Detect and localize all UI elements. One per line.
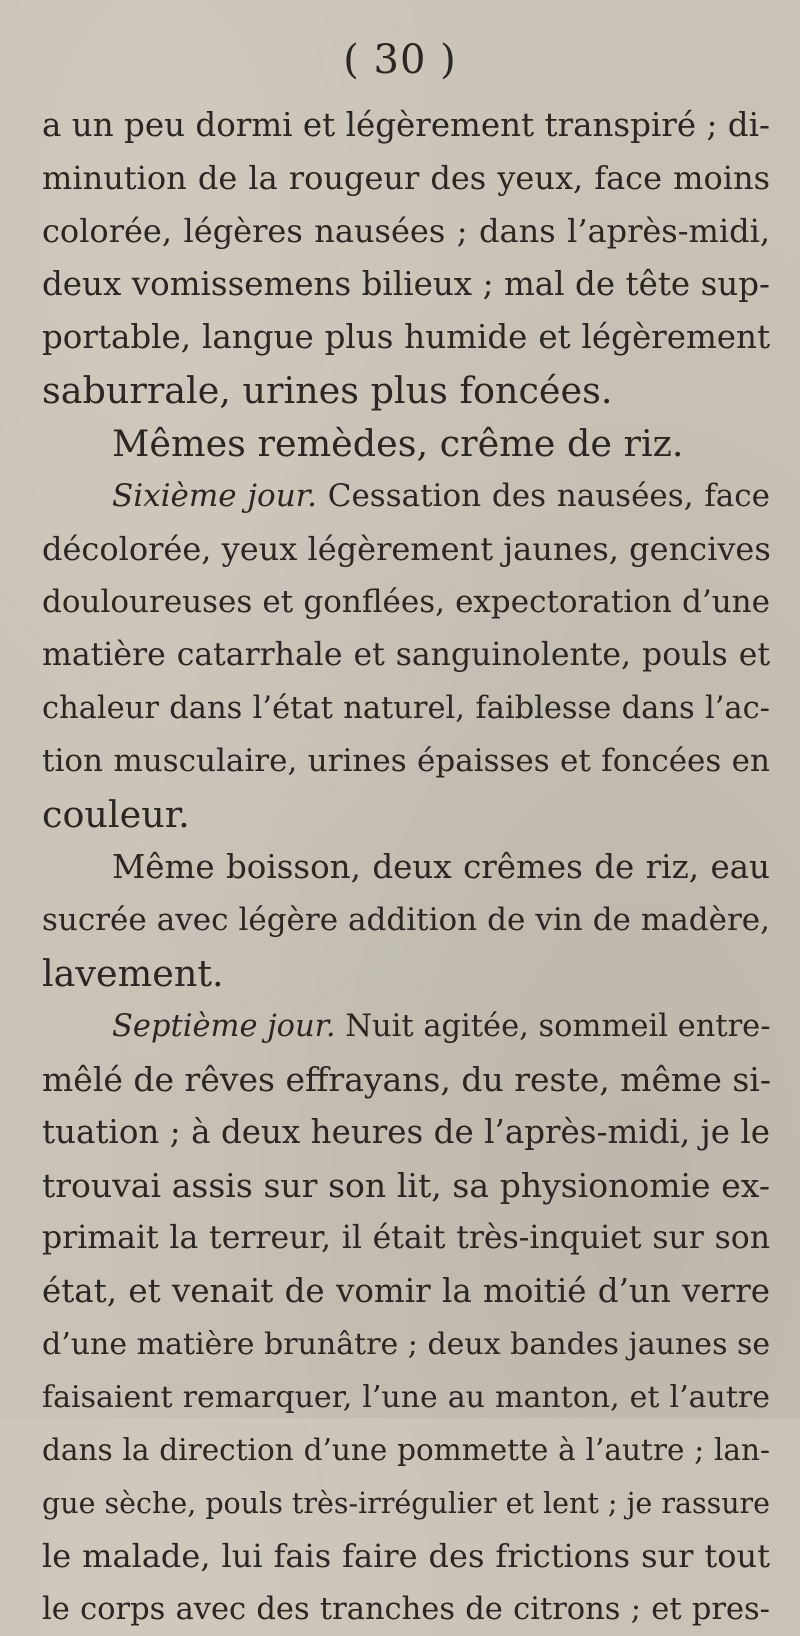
text-line: état, et venait de vomir la moitié d’un verre	[42, 1272, 770, 1310]
text-line: minution de la rougeur des yeux, face moins	[42, 159, 770, 197]
text-line: primait la terreur, il était très-inquiet sur son	[42, 1220, 770, 1256]
text-line: le corps avec des tranches de citrons ; et pres-	[42, 1592, 770, 1627]
text-line: matière catarrhale et sanguinolente, pouls et	[42, 637, 770, 673]
text-line: tuation ; à deux heures de l’après-midi, je le	[42, 1113, 770, 1151]
text-line: chaleur dans l’état naturel, faiblesse dans l’ac-	[42, 691, 770, 726]
text-line: lavement.	[42, 952, 224, 995]
text-line: couleur.	[42, 793, 190, 836]
text-line: tion musculaire, urines épaisses et foncées en	[42, 743, 770, 779]
text-line: trouvai assis sur son lit, sa physionomie ex-	[42, 1166, 770, 1205]
text-line: gue sèche, pouls très-irrégulier et lent ; je rassure	[42, 1487, 771, 1520]
text-line: d’une matière brunâtre ; deux bandes jaunes se	[42, 1327, 771, 1362]
text-line: douloureuses et gonflées, expectoration d’une	[42, 584, 770, 620]
text-line: deux vomissemens bilieux ; mal de tête sup-	[42, 265, 770, 303]
text-line: a un peu dormi et légèrement transpiré ; di-	[42, 106, 770, 144]
section-heading: Septième jour.	[112, 1009, 336, 1044]
text-line: décolorée, yeux légèrement jaunes, gencives	[42, 530, 771, 568]
text-line: sucrée avec légère addition de vin de madère,	[42, 902, 770, 938]
text-line: saburrale, urines plus foncées.	[42, 369, 613, 412]
text-line	[42, 1000, 770, 1053]
text-line: portable, langue plus humide et légèrement	[42, 318, 770, 356]
text-line: dans la direction d’une pommette à l’autre ; lan-	[42, 1433, 770, 1467]
text-line	[42, 470, 770, 523]
text-run: Nuit agitée, sommeil entre-	[335, 1009, 771, 1044]
text-line: le malade, lui fais faire des frictions sur tout	[42, 1537, 770, 1575]
text-line: faisaient remarquer, l’une au manton, et l’autre	[42, 1380, 770, 1415]
section-heading: Sixième jour.	[112, 478, 317, 514]
text-line: Même boisson, deux crêmes de riz, eau	[112, 848, 770, 886]
text-line: mêlé de rêves effrayans, du reste, même si-	[42, 1060, 771, 1099]
text-line: Mêmes remèdes, crême de riz.	[112, 422, 684, 465]
text-run: Cessation des nausées, face	[316, 478, 770, 514]
page-number: ( 30 )	[343, 37, 457, 83]
body-text	[42, 99, 770, 1636]
text-line: colorée, légères nausées ; dans l’après-midi,	[42, 212, 770, 250]
